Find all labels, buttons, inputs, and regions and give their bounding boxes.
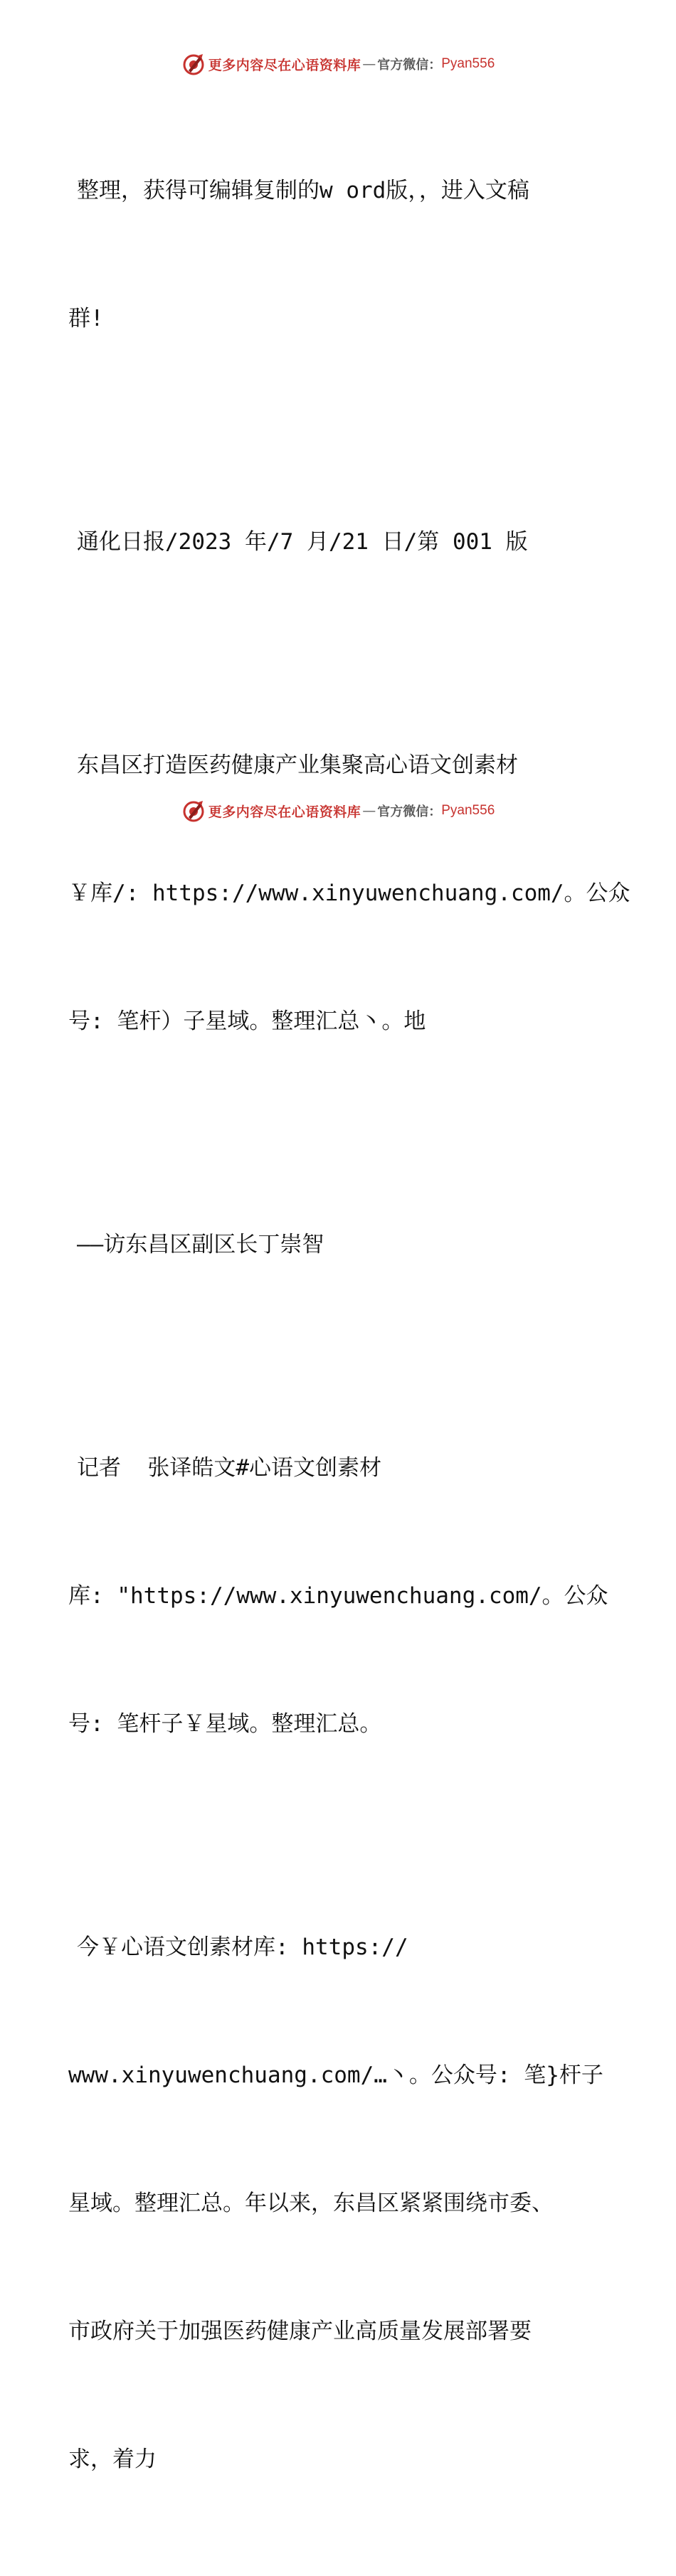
- header-banner-content: [181, 52, 495, 76]
- paragraph-byline: [68, 1361, 616, 1831]
- text-line: 群!: [68, 306, 104, 331]
- footer-dash: —: [362, 803, 376, 819]
- paragraph-headline: [68, 659, 630, 1128]
- paragraph-source: [68, 435, 616, 649]
- header-contact-label: 官方微信：: [377, 58, 442, 73]
- header-wechat-id: Pyan556: [441, 56, 495, 71]
- text-line: 号: 笔杆）子星域。整理汇总丶。地: [68, 1008, 426, 1034]
- text-line: 整理，获得可编辑复制的w ord版，，进入文稿: [77, 178, 529, 203]
- text-line: 星域。整理汇总。年以来，东昌区紧紧围绕市委、: [68, 2191, 554, 2216]
- text-line: 市政府关于加强医药健康产业高质量发展部署要: [68, 2319, 532, 2344]
- quill-logo-icon: [181, 799, 206, 823]
- header-dash: —: [362, 56, 376, 72]
- text-line: ￥库/: https://www.xinyuwenchuang.com/。公众: [68, 880, 630, 906]
- paragraph-subtitle: [68, 1138, 616, 1351]
- text-line: 记者 张译皓文#心语文创素材: [77, 1455, 381, 1481]
- paragraph-intro: [68, 84, 616, 425]
- text-line: www.xinyuwenchuang.com/…丶。公众号: 笔}杆子: [68, 2063, 603, 2088]
- quill-logo-icon: [181, 52, 206, 76]
- text-line: 东昌区打造医药健康产业集聚高心语文创素材: [77, 752, 518, 778]
- footer-banner: [0, 795, 676, 826]
- footer-banner-content: [181, 799, 495, 823]
- text-line: ——访东昌区副区长丁崇智: [77, 1232, 324, 1257]
- document-body: [68, 84, 630, 2576]
- text-line: 求，着力: [68, 2447, 157, 2472]
- footer-wechat-id: Pyan556: [441, 803, 495, 818]
- header-brand-text: 更多内容尽在心语资料库: [208, 57, 361, 73]
- text-line: 今￥心语文创素材库: https://: [77, 1934, 408, 1960]
- text-line: 号: 笔杆子￥星域。整理汇总。: [68, 1711, 382, 1737]
- footer-contact-label: 官方微信：: [377, 804, 442, 819]
- text-line: 库: "https://www.xinyuwenchuang.com/。公众: [68, 1583, 608, 1609]
- footer-brand-text: 更多内容尽在心语资料库: [208, 804, 361, 820]
- header-banner: [0, 48, 676, 80]
- text-line: 通化日报/2023 年/7 月/21 日/第 001 版: [77, 529, 528, 555]
- paragraph-body: [68, 1841, 616, 2566]
